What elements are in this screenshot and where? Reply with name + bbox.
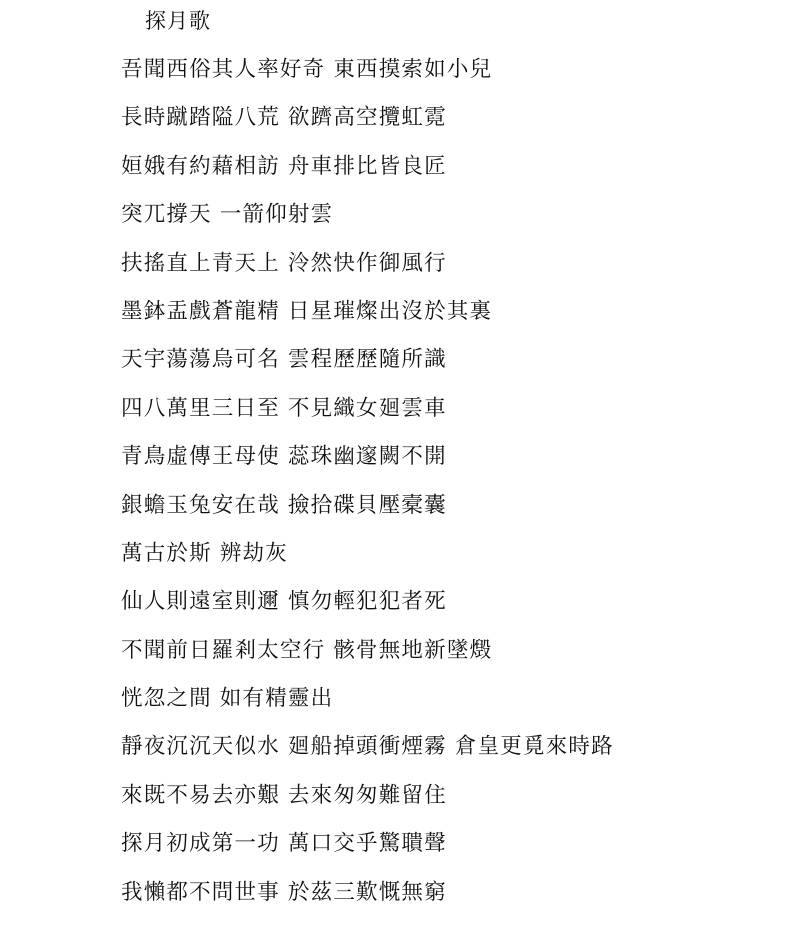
poem-line: 不聞前日羅剎太空行 骸骨無地新墜燬: [121, 637, 493, 663]
poem-line: 萬古於斯 辨劫灰: [121, 540, 288, 566]
poem-line: 墨鉢盂戲蒼龍精 日星璀燦出沒於其裏: [121, 298, 493, 324]
poem-line: 突兀撐天 一箭仰射雲: [121, 202, 334, 228]
poem-line: 姮娥有約藉相訪 舟車排比皆良匠: [121, 153, 447, 179]
poem-line: 長時蹴踏隘八荒 欲躋高空攬虹霓: [121, 105, 447, 131]
poem-line: 扶搖直上青天上 泠然快作御風行: [121, 250, 447, 276]
poem-line: 恍忽之間 如有精靈出: [121, 686, 334, 712]
poem-line: 四八萬里三日至 不見織女廻雲車: [121, 395, 447, 421]
poem-line: 我懶都不問世事 於茲三歎慨無窮: [121, 879, 447, 905]
poem-line: 來既不易去亦艱 去來匆匆難留住: [121, 782, 447, 808]
poem-body: [121, 54, 614, 925]
poem-line: 靜夜沉沉天似水 廻船掉頭衝煙霧 倉皇更覓來時路: [121, 734, 614, 760]
poem-line: 銀蟾玉兔安在哉 撿拾碟貝壓槖囊: [121, 492, 447, 518]
poem-line: 青鳥虛傳王母使 蕊珠幽邃闕不開: [121, 444, 447, 470]
poem-title: 探月歌: [145, 9, 211, 33]
poem-line: 天宇蕩蕩烏可名 雲程歷歷隨所識: [121, 347, 447, 373]
poem-line: 探月初成第一功 萬口交乎驚聵聲: [121, 831, 447, 857]
poem-line: 吾聞西俗其人率好奇 東西摸索如小兒: [121, 57, 493, 82]
poem-line: 仙人則遠室則邇 慎勿輕犯犯者死: [121, 589, 447, 615]
